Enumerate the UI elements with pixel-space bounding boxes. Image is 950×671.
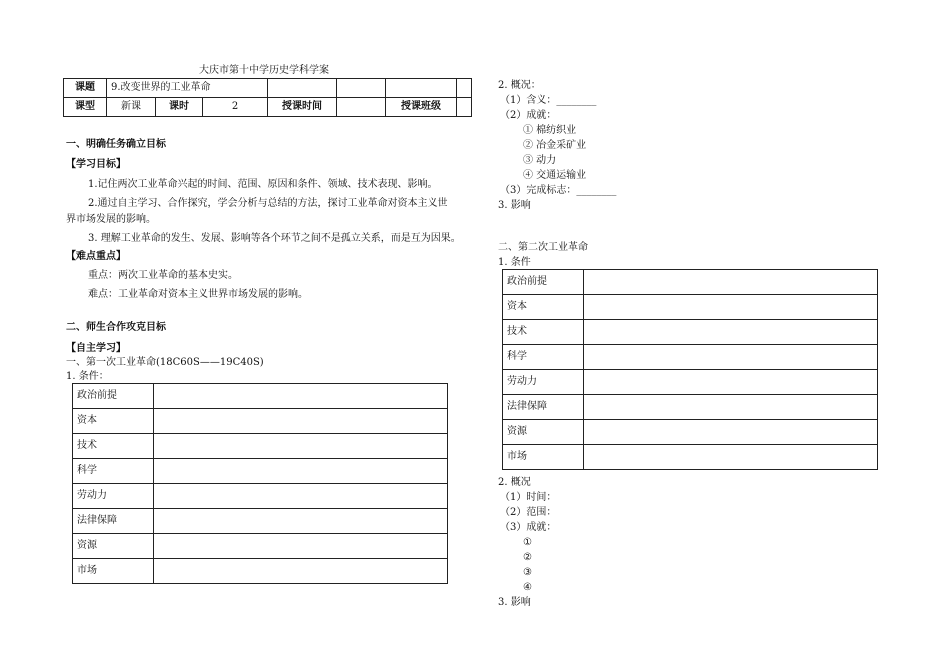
table-row	[73, 559, 448, 584]
second-revolution-heading: 二、第二次工业革命	[498, 242, 588, 253]
table-row	[73, 459, 448, 484]
table-row	[73, 384, 448, 409]
time-line: （1）时间：	[500, 492, 557, 503]
first-revolution-heading: 一、第一次工业革命(18C60S——19C40S)	[66, 357, 264, 368]
topic-label: 课题	[64, 79, 107, 98]
condition-answer	[584, 445, 878, 470]
difficult-point: 难点：工业革命对资本主义世界市场发展的影响。	[88, 289, 308, 300]
overview-heading: 2. 概况：	[498, 80, 541, 91]
achievement-blank-1: ①	[523, 537, 532, 548]
condition-label: 资本	[503, 295, 584, 320]
table-row	[64, 79, 472, 98]
table-row	[503, 420, 878, 445]
key-point: 重点：两次工业革命的基本史实。	[88, 270, 238, 281]
condition-answer	[154, 384, 448, 409]
class-label: 授课班级	[386, 98, 457, 117]
goal-1: 1.记住两次工业革命兴起的时间、范围、原因和条件、领域、技术表现、影响。	[88, 179, 438, 190]
time-label: 授课时间	[268, 98, 337, 117]
section-2-heading: 二、师生合作攻克目标	[66, 322, 166, 333]
achievement-3: ③ 动力	[523, 155, 557, 166]
condition-label: 资本	[73, 409, 154, 434]
achievement-4: ④ 交通运输业	[523, 170, 587, 181]
empty-cell	[337, 79, 386, 98]
condition-answer	[154, 434, 448, 459]
condition-label: 政治前提	[503, 270, 584, 295]
table-row	[73, 409, 448, 434]
achievement-2: ② 冶金采矿业	[523, 140, 587, 151]
condition-answer	[154, 559, 448, 584]
condition-label: 资源	[503, 420, 584, 445]
achievement-1: ① 棉纺织业	[523, 125, 577, 136]
condition-label: 技术	[73, 434, 154, 459]
first-revolution-conditions-table	[72, 383, 448, 584]
self-study-heading: 【自主学习】	[66, 343, 126, 354]
impact-heading-2: 3. 影响	[498, 597, 531, 608]
empty-cell	[268, 79, 337, 98]
condition-label: 劳动力	[503, 370, 584, 395]
condition-answer	[584, 395, 878, 420]
table-row	[64, 98, 472, 117]
table-row	[503, 395, 878, 420]
condition-label: 科学	[73, 459, 154, 484]
impact-heading: 3. 影响	[498, 200, 531, 211]
condition-answer	[584, 295, 878, 320]
topic-value: 9.改变世界的工业革命	[107, 79, 268, 98]
table-row	[73, 434, 448, 459]
condition-answer	[154, 509, 448, 534]
key-points-heading: 【难点重点】	[66, 251, 126, 262]
lesson-type-value: 新课	[107, 98, 156, 117]
achievements-heading-2: （3）成就：	[500, 522, 557, 533]
table-row	[73, 509, 448, 534]
range-line: （2）范围：	[500, 507, 557, 518]
goal-2-line-1: 2.通过自主学习、合作探究，学会分析与总结的方法，探讨工业革命对资本主义世	[88, 198, 448, 209]
table-row	[503, 295, 878, 320]
empty-cell	[386, 79, 457, 98]
achievement-blank-2: ②	[523, 552, 532, 563]
goal-3: 3. 理解工业革命的发生、发展、影响等各个环节之间不是孤立关系，而是互为因果。	[88, 233, 461, 244]
achievements-heading: （2）成就：	[500, 110, 557, 121]
document-title: 大庆市第十中学历史学科学案	[199, 65, 329, 76]
condition-label: 资源	[73, 534, 154, 559]
condition-label: 政治前提	[73, 384, 154, 409]
condition-label: 法律保障	[503, 395, 584, 420]
table-row	[73, 534, 448, 559]
lesson-info-table	[63, 78, 472, 117]
class-value	[457, 98, 472, 117]
meaning-line: （1）含义：________	[500, 95, 597, 106]
condition-answer	[154, 484, 448, 509]
time-value	[337, 98, 386, 117]
goal-2-line-2: 界市场发展的影响。	[66, 214, 156, 225]
overview-heading-2: 2. 概况	[498, 477, 531, 488]
condition-label: 科学	[503, 345, 584, 370]
section-1-heading: 一、明确任务确立目标	[66, 139, 166, 150]
condition-answer	[584, 370, 878, 395]
achievement-blank-4: ④	[523, 582, 532, 593]
condition-label: 劳动力	[73, 484, 154, 509]
empty-cell	[457, 79, 472, 98]
second-revolution-conditions-table	[502, 269, 878, 470]
table-row	[503, 345, 878, 370]
table-row	[503, 270, 878, 295]
table-row	[503, 445, 878, 470]
condition-label: 法律保障	[73, 509, 154, 534]
condition-answer	[584, 420, 878, 445]
conditions-heading: 1. 条件：	[66, 371, 109, 382]
condition-answer	[154, 534, 448, 559]
hours-label: 课时	[156, 98, 203, 117]
condition-label: 技术	[503, 320, 584, 345]
condition-answer	[584, 320, 878, 345]
hours-value: 2	[203, 98, 268, 117]
completion-mark-line: （3）完成标志：________	[500, 185, 617, 196]
learning-goals-heading: 【学习目标】	[66, 159, 126, 170]
condition-label: 市场	[503, 445, 584, 470]
table-row	[73, 484, 448, 509]
conditions-heading-2: 1. 条件	[498, 257, 531, 268]
table-row	[503, 370, 878, 395]
condition-answer	[584, 270, 878, 295]
table-row	[503, 320, 878, 345]
lesson-type-label: 课型	[64, 98, 107, 117]
condition-answer	[584, 345, 878, 370]
condition-answer	[154, 459, 448, 484]
achievement-blank-3: ③	[523, 567, 532, 578]
condition-answer	[154, 409, 448, 434]
condition-label: 市场	[73, 559, 154, 584]
